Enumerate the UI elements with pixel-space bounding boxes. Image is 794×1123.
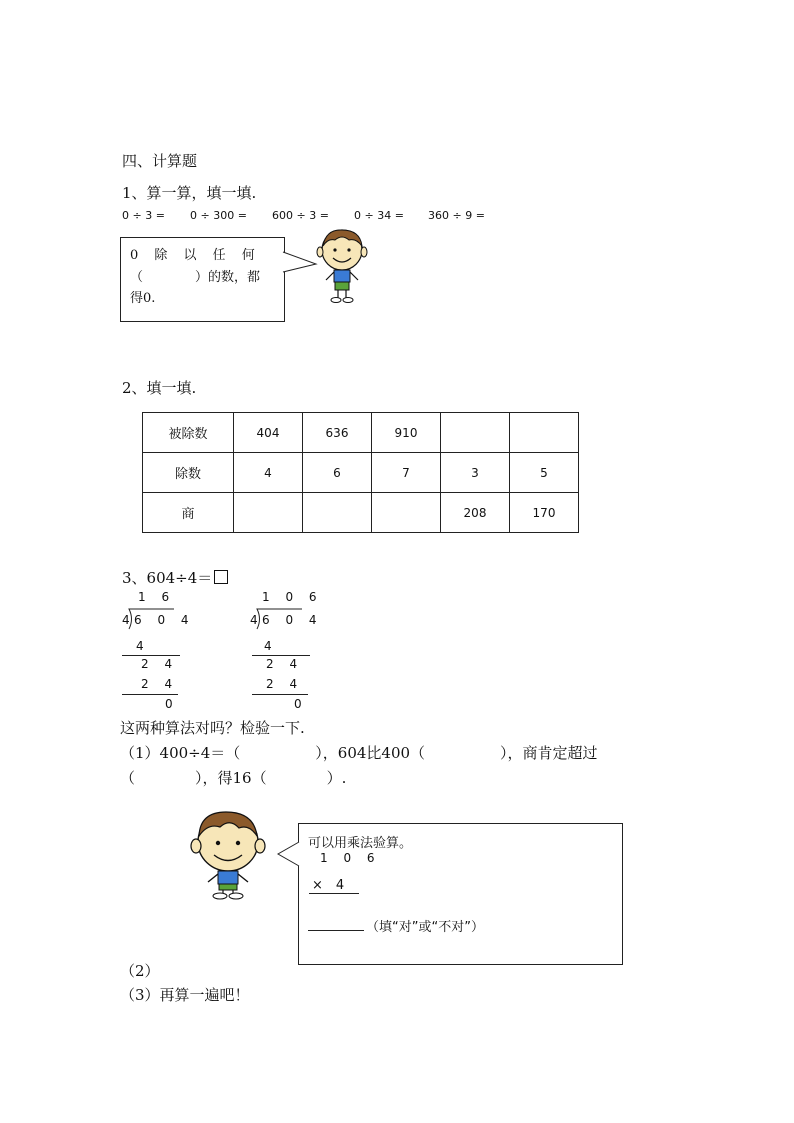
dividend-a: 6 0 4 xyxy=(134,613,195,627)
table-row xyxy=(143,493,579,533)
step-a-2: 2 4 xyxy=(141,657,179,671)
table-cell: 5 xyxy=(510,453,579,493)
cartoon-boy-small xyxy=(316,226,368,306)
divisor-b: 4 xyxy=(250,613,264,627)
step-a-4: 0 xyxy=(165,697,179,711)
verify-hint: 可以用乘法验算。 xyxy=(308,836,413,851)
rule-a-1 xyxy=(122,655,180,656)
q1-title: 1、算一算，填一填. xyxy=(122,184,257,202)
table-cell: 170 xyxy=(510,493,579,533)
fill-hint: （填“对”或“不对”） xyxy=(366,920,484,935)
part3-label: （3）再算一遍吧！ xyxy=(120,986,250,1004)
table-cell xyxy=(510,413,579,453)
q2-title: 2、填一填. xyxy=(122,379,197,397)
table-cell: 6 xyxy=(303,453,372,493)
dividend-b: 6 0 4 xyxy=(262,613,323,627)
bubble-line-1: 0 除 以 任 何 xyxy=(130,248,261,263)
equation-2: 0 ÷ 300 = xyxy=(190,209,247,222)
equation-3: 600 ÷ 3 = xyxy=(272,209,329,222)
row-label: 商 xyxy=(143,493,234,533)
step-a-1: 4 xyxy=(136,639,150,653)
table-row xyxy=(143,453,579,493)
step-b-3: 2 4 xyxy=(266,677,304,691)
table-cell: 636 xyxy=(303,413,372,453)
equation-1: 0 ÷ 3 = xyxy=(122,209,165,222)
verify-bubble-tail xyxy=(276,840,300,868)
table-cell: 4 xyxy=(234,453,303,493)
equation-4: 0 ÷ 34 = xyxy=(354,209,404,222)
bubble-line-2: （ ）的数，都 xyxy=(130,270,261,285)
part1-line1: （1）400÷4＝（ ），604比400（ ），商肯定超过 xyxy=(120,744,598,762)
rule-b-2 xyxy=(252,694,308,695)
table-cell: 208 xyxy=(441,493,510,533)
divisor-a: 4 xyxy=(122,613,136,627)
step-b-1: 4 xyxy=(264,639,278,653)
verify-question: 这两种算法对吗？检验一下. xyxy=(120,719,305,737)
answer-box xyxy=(214,570,228,584)
table-cell: 910 xyxy=(372,413,441,453)
multiply-factor: × 4 xyxy=(312,878,345,893)
table-cell xyxy=(372,493,441,533)
section-title: 四、计算题 xyxy=(122,152,198,170)
table-row xyxy=(143,413,579,453)
rule-a-2 xyxy=(122,694,178,695)
division-table xyxy=(142,412,579,533)
bubble-line-3: 得0. xyxy=(130,291,156,306)
step-b-4: 0 xyxy=(294,697,308,711)
multiply-rule xyxy=(309,893,359,894)
quotient-a: 1 6 xyxy=(138,590,176,604)
table-cell xyxy=(303,493,372,533)
step-a-3: 2 4 xyxy=(141,677,179,691)
table-cell xyxy=(234,493,303,533)
row-label: 被除数 xyxy=(143,413,234,453)
table-cell xyxy=(441,413,510,453)
quotient-b: 1 0 6 xyxy=(262,590,323,604)
step-b-2: 2 4 xyxy=(266,657,304,671)
part2-label: （2） xyxy=(120,962,160,980)
q3-title-text: 3、604÷4＝ xyxy=(122,569,213,587)
fill-blank-line xyxy=(308,930,364,931)
multiply-top: 1 0 6 xyxy=(320,851,381,865)
rule-b-1 xyxy=(252,655,310,656)
table-cell: 404 xyxy=(234,413,303,453)
cartoon-boy-large xyxy=(186,808,270,900)
row-label: 除数 xyxy=(143,453,234,493)
q3-title xyxy=(122,567,228,588)
table-cell: 3 xyxy=(441,453,510,493)
part1-line2: （ ），得16（ ）. xyxy=(120,769,347,787)
bubble-tail xyxy=(282,250,318,274)
table-cell: 7 xyxy=(372,453,441,493)
equation-5: 360 ÷ 9 = xyxy=(428,209,485,222)
